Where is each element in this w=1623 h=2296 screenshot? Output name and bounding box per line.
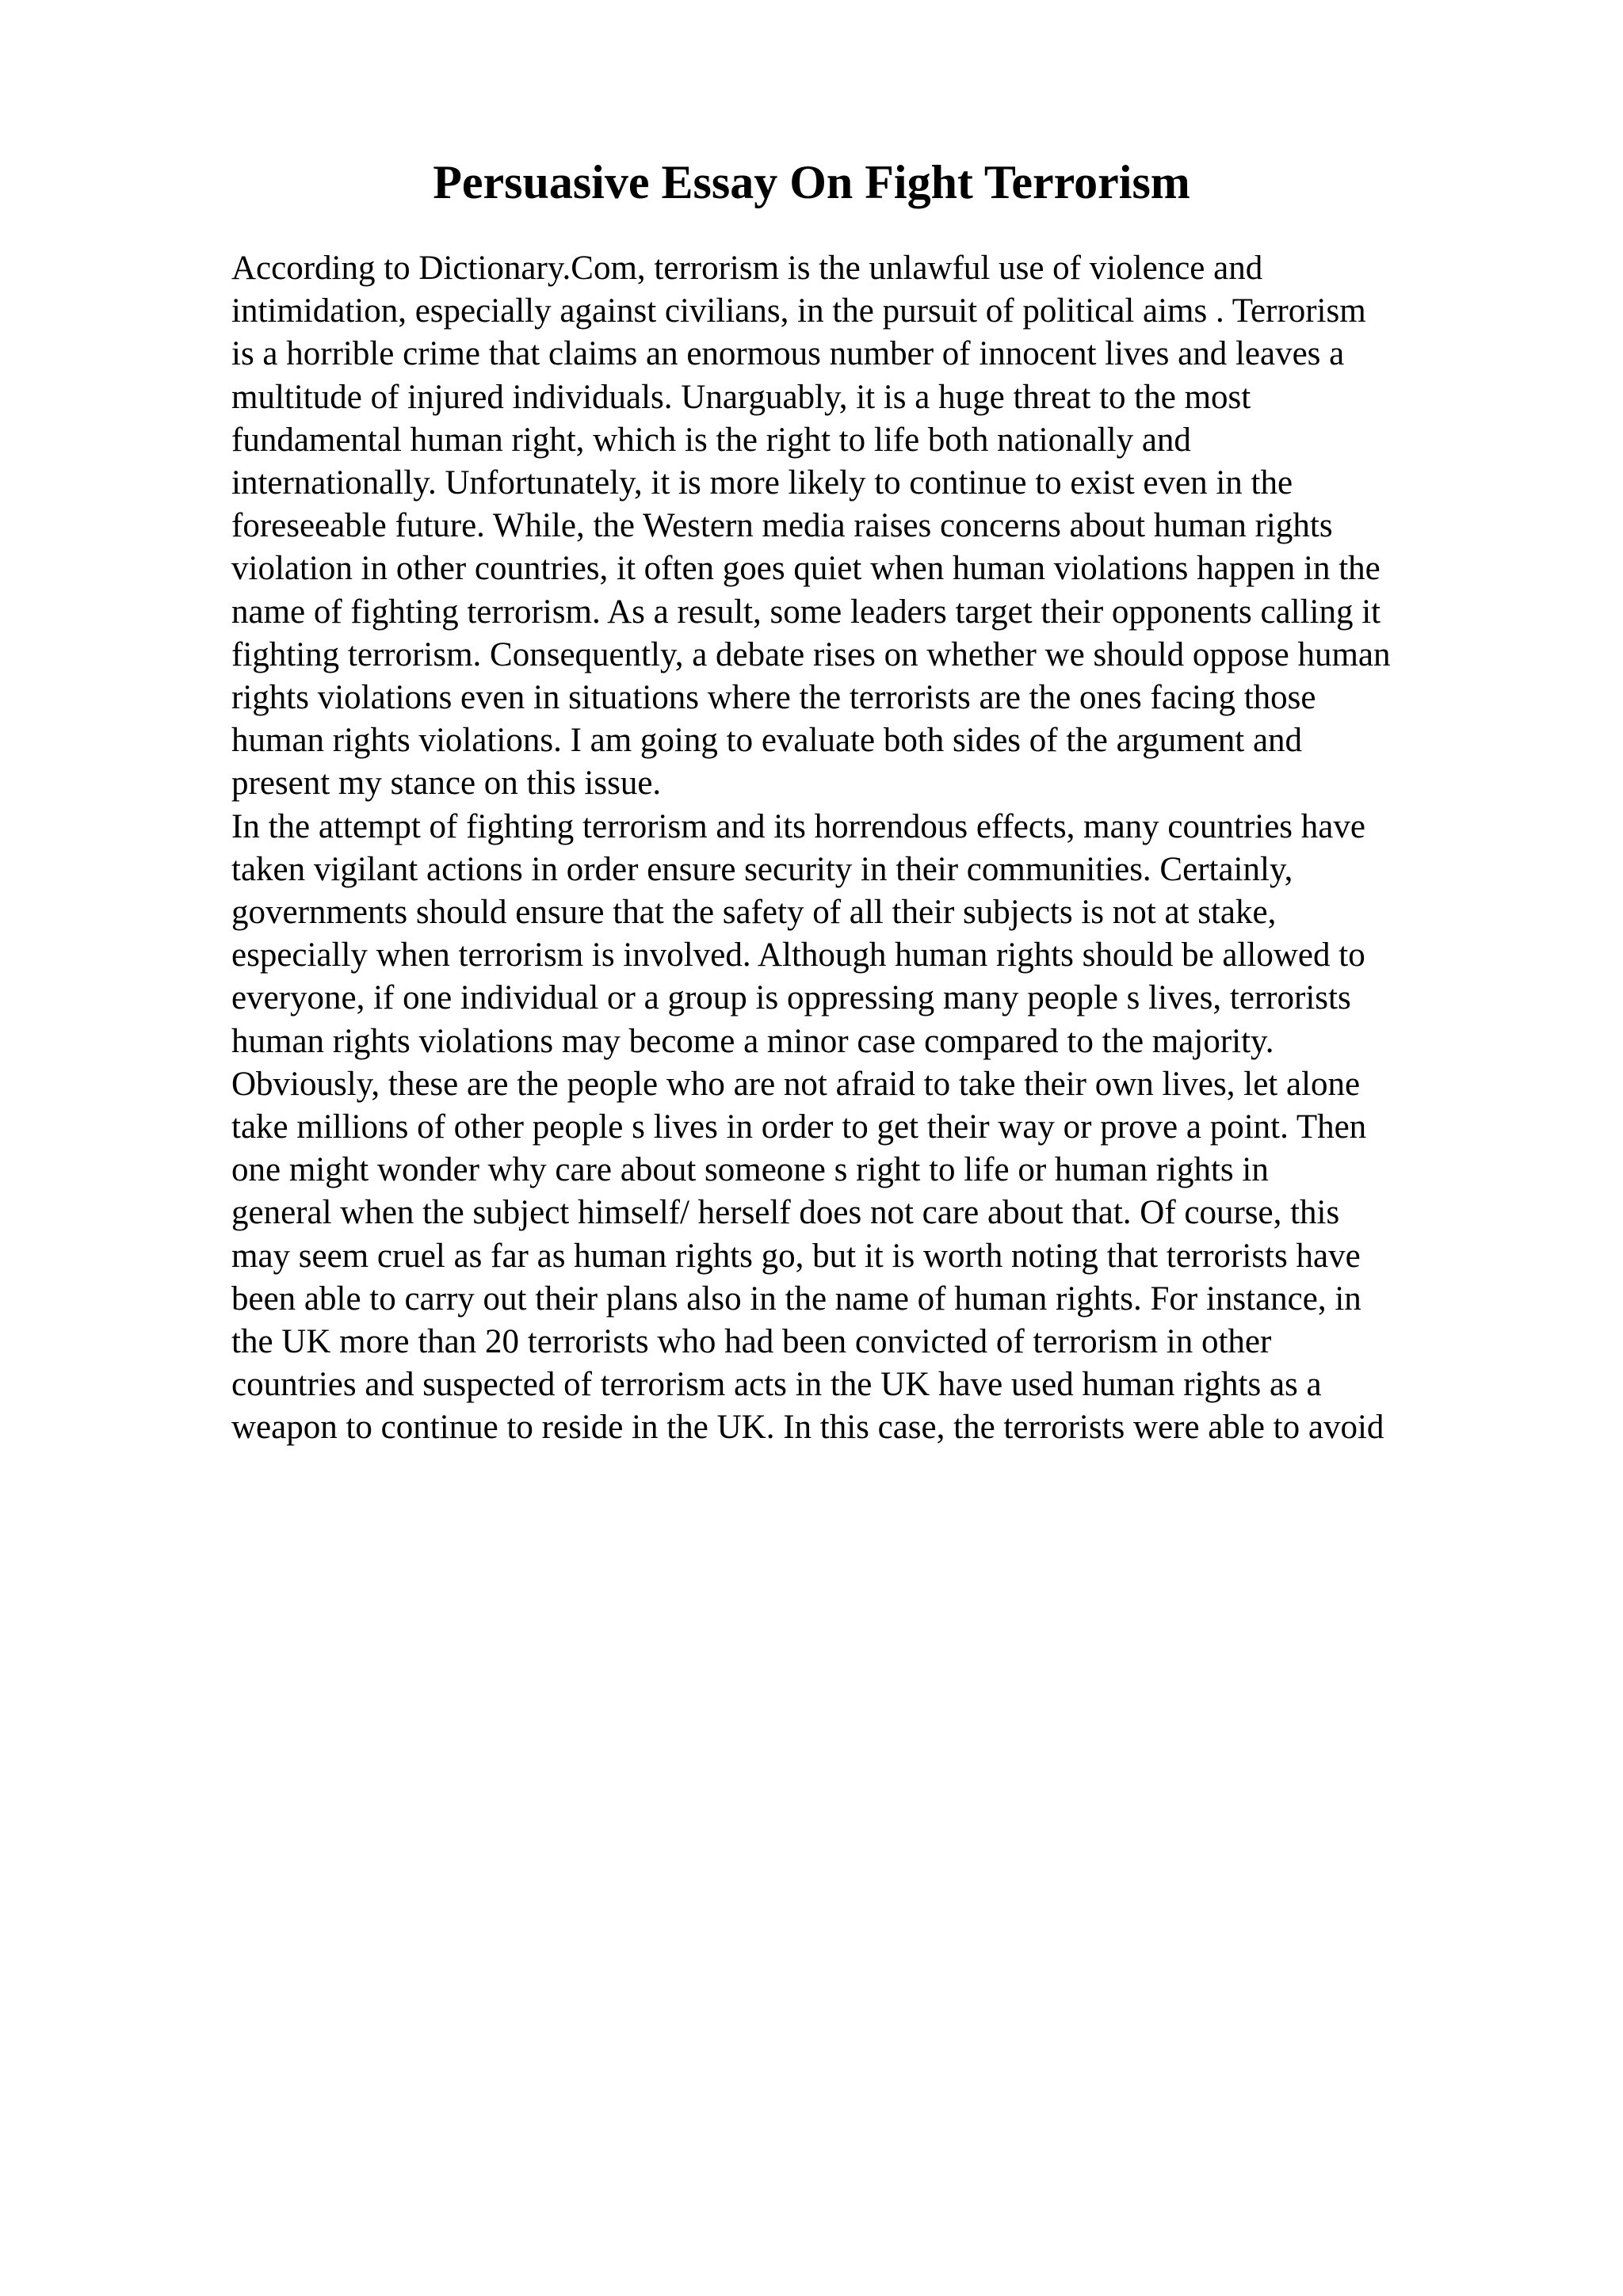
text-line: human rights violations may become a minor case compared to the majority. [231, 1022, 1274, 1060]
text-line: intimidation, especially against civilians, in the pursuit of political aims . Terrorism [231, 292, 1366, 330]
text-line: one might wonder why care about someone s right to life or human rights in [231, 1151, 1269, 1189]
text-line: foreseeable future. While, the Western media raises concerns about human rights [231, 507, 1333, 545]
text-line: fighting terrorism. Consequently, a debate rises on whether we should oppose human [231, 635, 1391, 673]
text-line: take millions of other people s lives in order to get their way or prove a point. Then [231, 1108, 1367, 1146]
text-line: the UK more than 20 terrorists who had been convicted of terrorism in other [231, 1323, 1272, 1361]
text-line: may seem cruel as far as human rights go, but it is worth noting that terrorists have [231, 1237, 1361, 1275]
text-line: been able to carry out their plans also in the name of human rights. For instance, in [231, 1280, 1361, 1318]
text-line: everyone, if one individual or a group is oppressing many people s lives, terrorists [231, 979, 1351, 1017]
text-line: violation in other countries, it often goes quiet when human violations happen in the [231, 550, 1381, 588]
text-line: weapon to continue to reside in the UK. In this case, the terrorists were able to avoid [231, 1409, 1384, 1447]
text-line: present my stance on this issue. [231, 765, 662, 803]
text-line: especially when terrorism is involved. Although human rights should be allowed to [231, 936, 1365, 974]
text-line: Obviously, these are the people who are not afraid to take their own lives, let alone [231, 1065, 1361, 1103]
text-line: fundamental human right, which is the right to life both nationally and [231, 421, 1191, 459]
text-line: general when the subject himself/ herself does not care about that. Of course, this [231, 1194, 1340, 1232]
text-line: internationally. Unfortunately, it is more likely to continue to exist even in the [231, 464, 1293, 502]
text-line: taken vigilant actions in order ensure security in their communities. Certainly, [231, 850, 1293, 888]
text-line: is a horrible crime that claims an enormous number of innocent lives and leaves a [231, 335, 1345, 373]
text-line: countries and suspected of terrorism acts in the UK have used human rights as a [231, 1366, 1322, 1404]
text-line: governments should ensure that the safety of all their subjects is not at stake, [231, 894, 1277, 932]
text-line: In the attempt of fighting terrorism and its horrendous effects, many countries have [231, 807, 1365, 845]
document-body [231, 247, 1579, 1450]
text-line: According to Dictionary.Com, terrorism is the unlawful use of violence and [231, 250, 1263, 287]
text-line: multitude of injured individuals. Unarguably, it is a huge threat to the most [231, 378, 1251, 416]
document-title: Persuasive Essay On Fight Terrorism [433, 156, 1190, 208]
text-line: human rights violations. I am going to evaluate both sides of the argument and [231, 722, 1303, 760]
text-line: rights violations even in situations where the terrorists are the ones facing those [231, 679, 1316, 717]
text-line: name of fighting terrorism. As a result, some leaders target their opponents calling it [231, 593, 1381, 631]
